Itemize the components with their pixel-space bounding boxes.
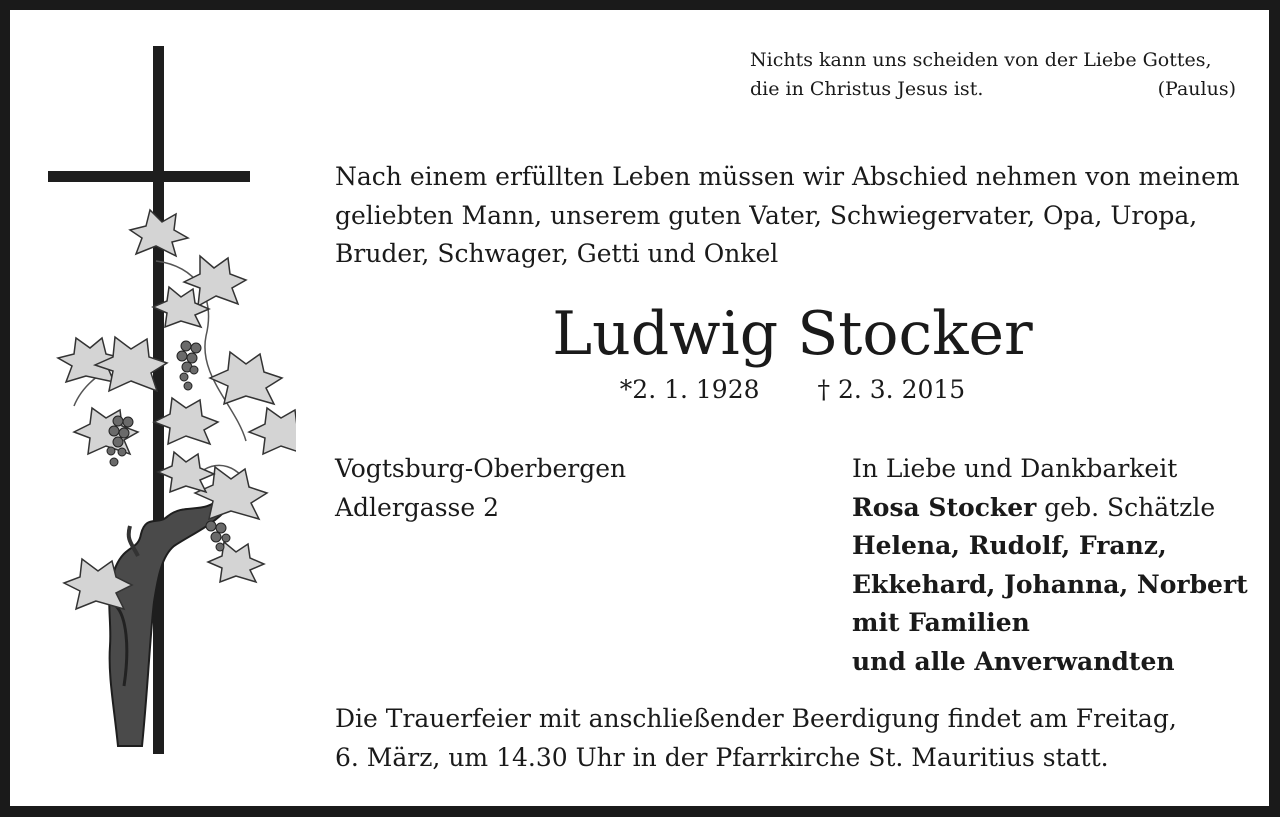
quote-line: Nichts kann uns scheiden von der Liebe Gottes, bbox=[750, 49, 1212, 71]
birth-date: *2. 1. 1928 bbox=[619, 375, 760, 404]
quote-line: die in Christus Jesus ist. bbox=[750, 78, 984, 100]
intro-text bbox=[335, 158, 1250, 274]
ceremony-line: 6. März, um 14.30 Uhr in der Pfarrkirche St. Mauritius statt. bbox=[335, 742, 1109, 772]
mourners-intro: In Liebe und Dankbarkeit bbox=[852, 454, 1178, 483]
mourners-list bbox=[852, 450, 1262, 681]
mourner-line: Helena, Rudolf, Franz, bbox=[852, 531, 1167, 560]
funeral-announcement bbox=[335, 700, 1250, 777]
intro-line: geliebten Mann, unserem guten Vater, Schwiegervater, Opa, Uropa, bbox=[335, 200, 1198, 230]
quote-line-with-source bbox=[750, 75, 1236, 104]
widow-name: Rosa Stocker bbox=[852, 492, 1037, 522]
obituary-notice bbox=[10, 10, 1269, 806]
cross-with-grapevine-icon bbox=[46, 46, 296, 766]
life-dates bbox=[335, 372, 1250, 408]
intro-line: Bruder, Schwager, Getti und Onkel bbox=[335, 239, 779, 268]
mourner-line: mit Familien bbox=[852, 608, 1030, 637]
deceased-name: Ludwig Stocker bbox=[552, 299, 1033, 369]
widow-maiden-name: geb. Schätzle bbox=[1036, 492, 1216, 522]
mourner-line: und alle Anverwandten bbox=[852, 646, 1175, 676]
widow-line bbox=[852, 489, 1262, 528]
intro-line: Nach einem erfüllten Leben müssen wir Abschied nehmen von meinem bbox=[335, 162, 1240, 191]
address-line: Vogtsburg-Oberbergen bbox=[335, 454, 627, 483]
family-address bbox=[335, 450, 735, 527]
bible-quote bbox=[750, 46, 1236, 104]
address-line: Adlergasse 2 bbox=[335, 492, 500, 522]
death-date: † 2. 3. 2015 bbox=[817, 375, 966, 404]
mourner-line: Ekkehard, Johanna, Norbert bbox=[852, 569, 1248, 599]
ceremony-line: Die Trauerfeier mit anschließender Beerdigung findet am Freitag, bbox=[335, 704, 1177, 733]
quote-source: (Paulus) bbox=[1157, 78, 1236, 100]
